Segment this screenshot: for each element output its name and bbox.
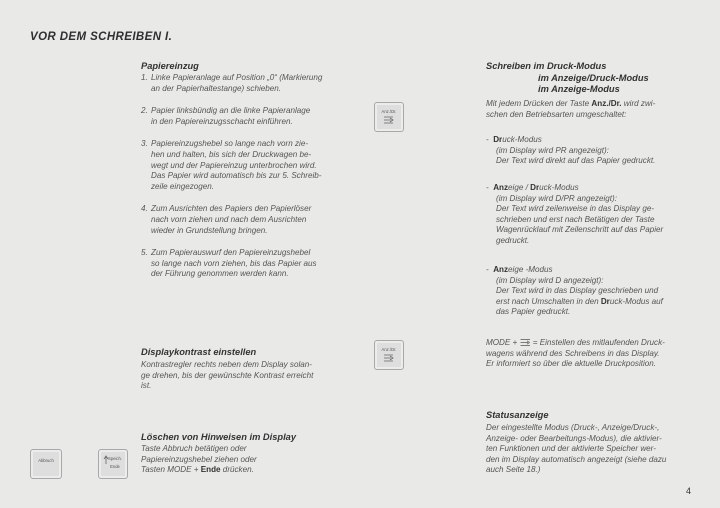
step-3: 3. Papiereinzugshebel so lange nach vorn zie- hen und halten, bis sich der Druckwagen be- wegt und der Papiereinzug unterbrochen wird. Das Papier wird automatisch bis zur 5. Schreib- zeile eingezogen. [141,139,322,191]
mode-druck: - Druck-Modus (im Display wird PR angezeigt): Der Text wird direkt auf das Papier gedruckt. [486,135,656,166]
loeschen-text: Taste Abbruch betätigen oder Papiereinzugshebel ziehen oder Tasten MODE + Ende drücken. [141,444,257,475]
step-4: 4. Zum Ausrichten des Papiers den Papierlöser nach vorn ziehen und nach dem Ausrichten wieder in Grundstellung bringen. [141,204,312,235]
mode-anzeige-druck: - Anzeige / Druck-Modus (im Display wird D/PR angezeigt): Der Text wird zeilenweise in das Display ge- schrieben und erst nach Betätigen der Taste Wagenrücklauf mit Zeilenschritt auf das Papier gedruckt. [486,183,664,245]
step-5: 5. Zum Papierauswurf den Papiereinzugshebel so lange nach vorn ziehen, bis das Papier aus der Führung genommen werden kann. [141,248,317,279]
schreiben-heading: Schreiben im Druck-Modus im Anzeige/Druck-Modus im Anzeige-Modus [486,61,649,95]
abbruch-key-icon: Abbruch [30,449,62,479]
anz-dr-key-icon: Anz./Dr. [374,102,404,132]
cursor-key-icon [520,339,531,346]
mode-info: MODE + = Einstellen des mitlaufenden Druck- wagens während des Schreibens in das Display. Er informiert so über die aktuelle Druckposition. [486,338,665,369]
page-title: VOR DEM SCHREIBEN I. [30,31,173,43]
page-number: 4 [686,486,692,496]
mode-key-icon: Anz./Dr. [374,340,404,370]
speich-ende-key-icon: Speich. Ende [98,449,128,479]
step-1: 1. Linke Papieranlage auf Position „0“ (Markierung an der Papierhaltestange) schieben. [141,73,323,93]
mode-anzeige: - Anzeige -Modus (im Display wird D angezeigt): Der Text wird in das Display geschrieben und erst nach Umschalten in den Druck-Modus auf das Papier gedruckt. [486,265,663,317]
loeschen-heading: Löschen von Hinweisen im Display [141,432,296,442]
status-text: Der eingestellte Modus (Druck-, Anzeige/Druck-, Anzeige- oder Bearbeitungs-Modus), die aktivier- ten Funktionen und der aktivierte Speicher wer- den im Display automatisch angezeigt (siehe dazu auch Seite 18.) [486,423,667,475]
papiereinzug-steps [141,73,361,280]
schreiben-intro: Mit jedem Drücken der Taste Anz./Dr. wird zwi- schen den Betriebsarten umgeschaltet: [486,99,656,119]
kontrast-text: Kontrastregler rechts neben dem Display solan- ge drehen, bis der gewünschte Kontrast erreicht ist. [141,360,314,391]
status-heading: Statusanzeige [486,410,549,420]
step-2: 2. Papier linksbündig an die linke Papieranlage in den Papiereinzugsschacht einführen. [141,106,311,126]
kontrast-heading: Displaykontrast einstellen [141,347,257,357]
papiereinzug-heading: Papiereinzug [141,61,199,71]
